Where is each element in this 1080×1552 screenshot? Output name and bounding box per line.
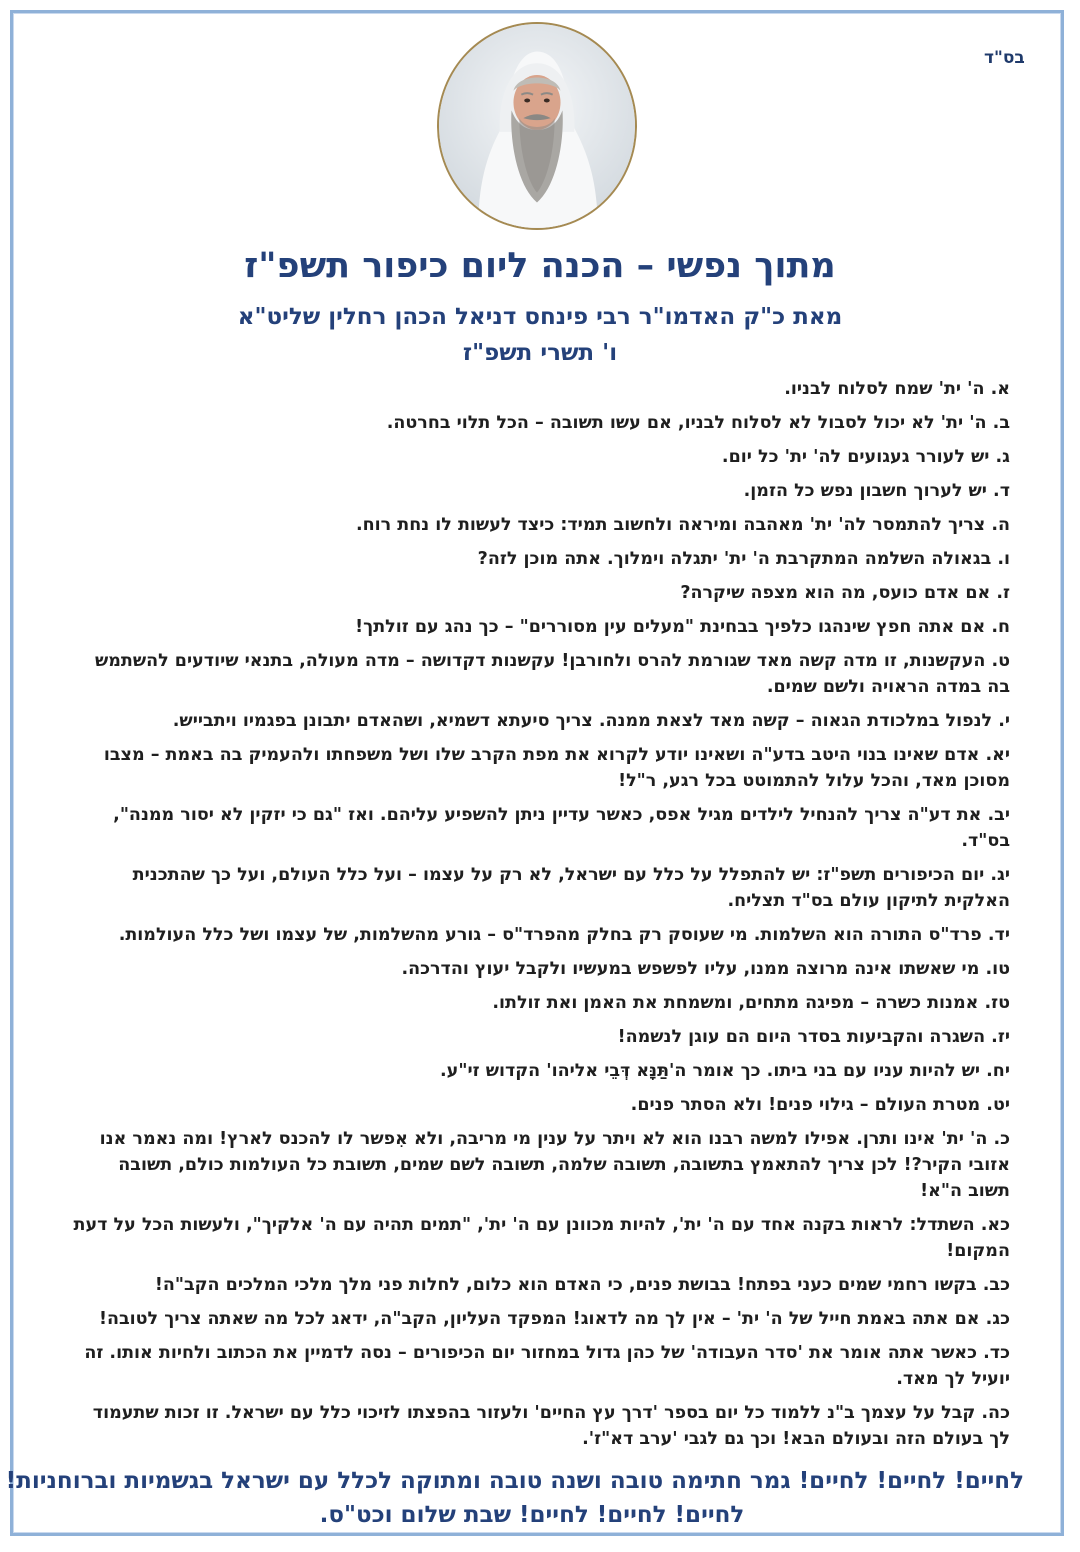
hebrew-date: ו' תשרי תשפ"ז [462, 340, 618, 366]
list-item: יב. את דע"ה צריך להנחיל לילדים מגיל אפס, כאשר עדיין ניתן להשפיע עליהם. ואז "גם כי יזקין לא יסור ממנה", בס"ד. [113, 805, 1010, 851]
list-item: כה. קבל על עצמך ב"נ ללמוד כל יום בספר 'דרך עץ החיים' ולעזור בהפצתו לזיכוי כלל עם ישראל. זו זכות שתעמוד לך בעולם הזה ובעולם הבא! וכך גם לגבי 'ערב דא"ז'. [92, 1403, 1010, 1449]
list-item: י. לנפול במלכודת הגאוה – קשה מאד לצאת ממנה. צריך סיעתא דשמיא, ושהאדם יתבונן בפגמיו ויתבייש. [172, 711, 1010, 731]
list-item: יג. יום הכיפורים תשפ"ז: יש להתפלל על כלל עם ישראל, לא רק על עצמו – ועל כלל העולם, ועל כך שהתכנית האלקית לתיקון עולם בס"ד תצליח. [132, 865, 1010, 911]
list-item: א. ה' ית' שמח לסלוח לבניו. [784, 379, 1010, 399]
bsd-header: בס"ד [984, 48, 1025, 68]
teachings-list [72, 376, 1010, 1460]
list-item: כא. השתדל: לראות בקנה אחד עם ה' ית', להיות מכוונן עם ה' ית', "תמים תהיה עם ה' אלקיך", ולעשות הכל על דעת המקום! [73, 1215, 1010, 1261]
list-item: יח. יש להיות עניו עם בני ביתו. כך אומר ה'תַּנָּא דְּבֵי אליהו' הקדוש זי"ע. [440, 1061, 1010, 1081]
author-subtitle: מאת כ"ק האדמו"ר רבי פינחס דניאל הכהן רחלין שליט"א [237, 304, 843, 330]
list-item: כד. כאשר אתה אומר את 'סדר העבודה' של כהן גדול במחזור יום הכיפורים – נסה לדמיין את הכתוב ולחיות אותו. זה יועיל לך מאד. [84, 1343, 1010, 1389]
list-item: טו. מי שאשתו אינה מרוצה ממנו, עליו לפשפש במעשיו ולקבל יעוץ והדרכה. [401, 959, 1010, 979]
list-item: יט. מטרת העולם – גילוי פנים! ולא הסתר פנים. [630, 1095, 1010, 1115]
list-item: ג. יש לעורר געגועים לה' ית' כל יום. [721, 447, 1010, 467]
page-title: מתוך נפשי – הכנה ליום כיפור תשפ"ז [244, 246, 836, 286]
list-item: ז. אם אדם כועס, מה הוא מצפה שיקרה? [680, 583, 1010, 603]
list-item: ט. העקשנות, זו מדה קשה מאד שגורמת להרס ולחורבן! עקשנות דקדושה – מדה מעולה, בתנאי שיודעים להשתמש בה במדה הראויה ולשם שמים. [94, 651, 1010, 697]
portrait-photo-icon [439, 24, 635, 228]
list-item: טז. אמנות כשרה – מפיגה מתחים, ומשמחת את האמן ואת זולתו. [492, 993, 1010, 1013]
list-item: כג. אם אתה באמת חייל של ה' ית' – אין לך מה לדאוג! המפקד העליון, הקב"ה, ידאג לכל מה שאתה צריך לטובה! [98, 1309, 1010, 1329]
list-item: ד. יש לערוך חשבון נפש כל הזמן. [743, 481, 1010, 501]
list-item: ב. ה' ית' לא יכול לסבול לא לסלוח לבניו, אם עשו תשובה – הכל תלוי בחרטה. [386, 413, 1010, 433]
list-item: ח. אם אתה חפץ שינהגו כלפיך בבחינת "מעלים עין מסוררים" – כך נהג עם זולתך! [355, 617, 1010, 637]
closing-line-1: לחיים! לחיים! לחיים! גמר חתימה טובה ושנה טובה ומתוקה לכלל עם ישראל בגשמיות וברוחניות! [5, 1468, 1024, 1494]
closing-line-2: לחיים! לחיים! לחיים! שבת שלום וכט"ס. [319, 1502, 745, 1528]
list-item: כ. ה' ית' אינו ותרן. אפילו למשה רבנו הוא לא ויתר על ענין מי מריבה, ולא אִפשר לו להכנס לארץ! ומה נאמר אנו אזובי הקיר?! לכן צריך להתאמץ בתשובה, תשובה שלמה, תשובה לשם שמים, תשובת כל העולמות כולם, תשובה תשוב ה"א! [99, 1129, 1010, 1201]
list-item: יד. פרד"ס התורה הוא השלמות. מי שעוסק רק בחלק מהפרד"ס – גורע מהשלמות, של עצמו ושל כלל העולמות. [118, 925, 1010, 945]
list-item: יז. השגרה והקביעות בסדר היום הם עוגן לנשמה! [617, 1027, 1010, 1047]
list-item: ו. בגאולה השלמה המתקרבת ה' ית' יתגלה וימלוך. אתה מוכן לזה? [477, 549, 1010, 569]
list-item: יא. אדם שאינו בנוי היטב בדע"ה ושאינו יודע לקרוא את מפת הקרב שלו ושל משפחתו ולהעמיק בה באמת – מצבו מסוכן מאד, והכל עלול להתמוטט בכל רגע, ר"ל! [103, 745, 1010, 791]
closing-blessing [5, 1464, 1024, 1532]
list-item: כב. בקשו רחמי שמים כעני בפתח! בבושת פנים, כי האדם הוא כלום, לחלות פני מלך מלכי המלכים הקב"ה! [154, 1275, 1010, 1295]
rabbi-portrait [437, 22, 637, 230]
list-item: ה. צריך להתמסר לה' ית' מאהבה ומיראה ולחשוב תמיד: כיצד לעשות לו נחת רוח. [355, 515, 1010, 535]
